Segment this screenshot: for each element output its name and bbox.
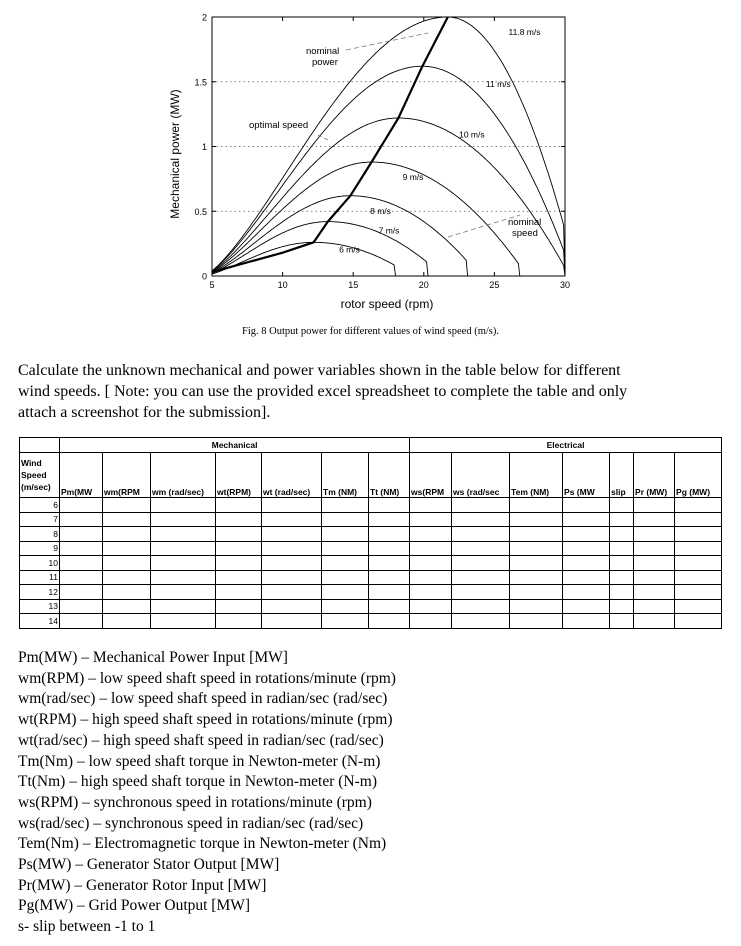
table-group-header-row (20, 438, 722, 453)
empty-value-cell[interactable] (675, 527, 722, 542)
empty-value-cell[interactable] (216, 512, 262, 527)
empty-value-cell[interactable] (369, 512, 410, 527)
empty-value-cell[interactable] (216, 527, 262, 542)
y-tick-label: 1.5 (194, 77, 207, 88)
wind-speed-header (20, 453, 60, 498)
definition-line: Tem(Nm) – Electromagnetic torque in Newton-meter (Nm) (18, 835, 387, 853)
empty-value-cell[interactable] (369, 498, 410, 513)
calculation-table (19, 437, 722, 629)
empty-value-cell[interactable] (452, 541, 510, 556)
empty-value-cell[interactable] (103, 498, 151, 513)
empty-value-cell[interactable] (510, 570, 563, 585)
empty-value-cell[interactable] (322, 527, 369, 542)
empty-value-cell[interactable] (410, 512, 452, 527)
empty-value-cell[interactable] (634, 527, 675, 542)
nominal-power-label-1 (306, 46, 339, 68)
empty-value-cell[interactable] (675, 556, 722, 571)
table-body (20, 498, 722, 629)
nominal-power-leader (346, 33, 428, 50)
empty-value-cell[interactable] (563, 512, 610, 527)
table-row (20, 498, 722, 513)
empty-value-cell[interactable] (510, 541, 563, 556)
empty-value-cell[interactable] (634, 599, 675, 614)
nominal-speed-label (508, 217, 541, 239)
empty-value-cell[interactable] (410, 585, 452, 600)
instructions-text (18, 360, 730, 423)
empty-value-cell[interactable] (452, 512, 510, 527)
series-label: 11.8 m/s (508, 27, 541, 38)
empty-value-cell[interactable] (151, 556, 216, 571)
definition-line: ws(rad/sec) – synchronous speed in radian/sec (rad/sec) (18, 814, 364, 832)
wind-speed-cell: 11 (20, 570, 60, 585)
empty-value-cell[interactable] (563, 498, 610, 513)
column-header: Tem (NM) (510, 453, 563, 498)
instructions-line-1: Calculate the unknown mechanical and power variables shown in the table below for different (18, 362, 621, 379)
empty-value-cell[interactable] (563, 541, 610, 556)
empty-value-cell[interactable] (369, 585, 410, 600)
empty-value-cell[interactable] (262, 527, 322, 542)
empty-value-cell[interactable] (675, 498, 722, 513)
corner-cell (20, 438, 60, 453)
empty-value-cell[interactable] (634, 556, 675, 571)
empty-value-cell[interactable] (60, 541, 103, 556)
empty-value-cell[interactable] (262, 599, 322, 614)
column-header: Pm(MW (60, 453, 103, 498)
empty-value-cell[interactable] (322, 512, 369, 527)
chart-axes (194, 13, 570, 291)
empty-value-cell[interactable] (510, 512, 563, 527)
empty-value-cell[interactable] (452, 614, 510, 629)
empty-value-cell[interactable] (103, 556, 151, 571)
empty-value-cell[interactable] (216, 541, 262, 556)
empty-value-cell[interactable] (452, 498, 510, 513)
empty-value-cell[interactable] (634, 541, 675, 556)
series-label: 11 m/s (485, 78, 511, 89)
series-label: 10 m/s (459, 129, 485, 140)
empty-value-cell[interactable] (452, 556, 510, 571)
empty-value-cell[interactable] (262, 498, 322, 513)
wind-speed-cell: 7 (20, 512, 60, 527)
empty-value-cell[interactable] (675, 570, 722, 585)
empty-value-cell[interactable] (262, 541, 322, 556)
empty-value-cell[interactable] (410, 498, 452, 513)
empty-value-cell[interactable] (510, 614, 563, 629)
empty-value-cell[interactable] (675, 599, 722, 614)
empty-value-cell[interactable] (510, 527, 563, 542)
empty-value-cell[interactable] (103, 527, 151, 542)
wind-speed-cell: 9 (20, 541, 60, 556)
wind-speed-header-line-3: (m/sec) (21, 482, 51, 492)
empty-value-cell[interactable] (262, 512, 322, 527)
empty-value-cell[interactable] (610, 527, 634, 542)
wind-speed-cell: 13 (20, 599, 60, 614)
empty-value-cell[interactable] (634, 498, 675, 513)
optimal-speed-leader (318, 135, 330, 141)
mechanical-group-header: Mechanical (60, 438, 410, 453)
empty-value-cell[interactable] (262, 585, 322, 600)
y-tick-label: 2 (201, 12, 207, 23)
empty-value-cell[interactable] (322, 570, 369, 585)
definition-line: wt(RPM) – high speed shaft speed in rotations/minute (rpm) (18, 711, 393, 729)
empty-value-cell[interactable] (216, 498, 262, 513)
definition-line: Ps(MW) – Generator Stator Output [MW] (18, 856, 280, 874)
y-tick-label: 1 (201, 142, 207, 152)
y-axis-title: Mechanical power (MW) (168, 89, 182, 219)
empty-value-cell[interactable] (216, 570, 262, 585)
empty-value-cell[interactable] (262, 556, 322, 571)
empty-value-cell[interactable] (151, 527, 216, 542)
power-curve-11-m-s (212, 66, 565, 276)
empty-value-cell[interactable] (410, 541, 452, 556)
empty-value-cell[interactable] (60, 498, 103, 513)
instructions-line-3: attach a screenshot for the submission]. (18, 404, 271, 421)
wind-speed-cell: 12 (20, 585, 60, 600)
table-row (20, 556, 722, 571)
empty-value-cell[interactable] (610, 570, 634, 585)
empty-value-cell[interactable] (322, 599, 369, 614)
wind-speed-cell: 14 (20, 614, 60, 629)
empty-value-cell[interactable] (452, 585, 510, 600)
empty-value-cell[interactable] (216, 556, 262, 571)
column-header: ws (rad/sec (452, 453, 510, 498)
column-header: wt (rad/sec) (262, 453, 322, 498)
empty-value-cell[interactable] (510, 599, 563, 614)
empty-value-cell[interactable] (510, 585, 563, 600)
wind-speed-header-line-2: Speed (21, 470, 47, 480)
electrical-group-header: Electrical (410, 438, 722, 453)
empty-value-cell[interactable] (60, 527, 103, 542)
series-label: 9 m/s (402, 172, 424, 183)
nominal-power-word: nominal (306, 46, 340, 57)
empty-value-cell[interactable] (634, 512, 675, 527)
chart-grid (212, 17, 565, 211)
x-axis-title: rotor speed (rpm) (340, 297, 434, 311)
definition-line: Pm(MW) – Mechanical Power Input [MW] (18, 649, 288, 666)
empty-value-cell[interactable] (60, 585, 103, 600)
x-tick-label: 30 (559, 280, 571, 290)
definition-line: Pr(MW) – Generator Rotor Input [MW] (18, 876, 267, 894)
empty-value-cell[interactable] (322, 541, 369, 556)
chart-annotations (249, 33, 541, 239)
definition-line: Pg(MW) – Grid Power Output [MW] (18, 897, 251, 915)
empty-value-cell[interactable] (60, 512, 103, 527)
empty-value-cell[interactable] (216, 599, 262, 614)
empty-value-cell[interactable] (369, 614, 410, 629)
empty-value-cell[interactable] (369, 556, 410, 571)
empty-value-cell[interactable] (610, 614, 634, 629)
table-row (20, 541, 722, 556)
empty-value-cell[interactable] (510, 556, 563, 571)
empty-value-cell[interactable] (103, 541, 151, 556)
definition-line: wm(RPM) – low speed shaft speed in rotations/minute (rpm) (18, 669, 396, 687)
empty-value-cell[interactable] (60, 556, 103, 571)
wind-speed-cell: 8 (20, 527, 60, 542)
empty-value-cell[interactable] (610, 512, 634, 527)
y-tick-label: 0 (201, 271, 207, 282)
column-header: Pr (MW) (634, 453, 675, 498)
empty-value-cell[interactable] (103, 512, 151, 527)
table-row (20, 614, 722, 629)
empty-value-cell[interactable] (322, 585, 369, 600)
empty-value-cell[interactable] (322, 556, 369, 571)
empty-value-cell[interactable] (151, 614, 216, 629)
empty-value-cell[interactable] (452, 570, 510, 585)
table-column-header-row (20, 453, 722, 498)
definition-line: wm(rad/sec) – low speed shaft speed in radian/sec (rad/sec) (18, 690, 388, 708)
column-header: Tt (NM) (369, 453, 410, 498)
empty-value-cell[interactable] (634, 614, 675, 629)
empty-value-cell[interactable] (151, 541, 216, 556)
empty-value-cell[interactable] (262, 570, 322, 585)
empty-value-cell[interactable] (322, 614, 369, 629)
column-header: wt(RPM) (216, 453, 262, 498)
definition-line: Tm(Nm) – low speed shaft torque in Newton-meter (N-m) (18, 752, 381, 770)
empty-value-cell[interactable] (103, 585, 151, 600)
empty-value-cell[interactable] (410, 570, 452, 585)
table-row (20, 585, 722, 600)
empty-value-cell[interactable] (410, 556, 452, 571)
empty-value-cell[interactable] (216, 585, 262, 600)
empty-value-cell[interactable] (610, 541, 634, 556)
empty-value-cell[interactable] (563, 599, 610, 614)
series-label: 6 m/s (339, 244, 360, 255)
definition-line: s- slip between -1 to 1 (18, 918, 156, 936)
empty-value-cell[interactable] (60, 570, 103, 585)
x-tick-label: 20 (418, 280, 429, 290)
column-header: wm (rad/sec) (151, 453, 216, 498)
empty-value-cell[interactable] (151, 512, 216, 527)
table-row (20, 512, 722, 527)
empty-value-cell[interactable] (322, 498, 369, 513)
empty-value-cell[interactable] (634, 570, 675, 585)
empty-value-cell[interactable] (151, 599, 216, 614)
column-header: Tm (NM) (322, 453, 369, 498)
empty-value-cell[interactable] (60, 599, 103, 614)
empty-value-cell[interactable] (151, 585, 216, 600)
empty-value-cell[interactable] (369, 527, 410, 542)
power-chart-svg (0, 0, 741, 320)
empty-value-cell[interactable] (369, 570, 410, 585)
column-header: slip (610, 453, 634, 498)
empty-value-cell[interactable] (410, 527, 452, 542)
empty-value-cell[interactable] (452, 599, 510, 614)
definition-line: Tt(Nm) – high speed shaft torque in Newton-meter (N-m) (18, 773, 377, 791)
nominal-speed-word: nominal (508, 217, 542, 228)
column-header: Pg (MW) (675, 453, 722, 498)
optimal-speed-label: optimal speed (249, 120, 309, 131)
x-tick-label: 15 (348, 280, 359, 290)
wind-speed-cell: 6 (20, 498, 60, 513)
empty-value-cell[interactable] (563, 614, 610, 629)
empty-value-cell[interactable] (563, 585, 610, 600)
empty-value-cell[interactable] (675, 585, 722, 600)
nominal-speed-word: speed (512, 228, 538, 239)
definition-line: ws(RPM) – synchronous speed in rotations/minute (rpm) (18, 793, 372, 811)
empty-value-cell[interactable] (510, 498, 563, 513)
empty-value-cell[interactable] (103, 614, 151, 629)
empty-value-cell[interactable] (610, 585, 634, 600)
empty-value-cell[interactable] (103, 599, 151, 614)
empty-value-cell[interactable] (563, 556, 610, 571)
series-label: 8 m/s (370, 205, 391, 216)
empty-value-cell[interactable] (151, 498, 216, 513)
empty-value-cell[interactable] (369, 541, 410, 556)
table-row (20, 527, 722, 542)
empty-value-cell[interactable] (634, 585, 675, 600)
wind-speed-header-line-1: Wind (21, 458, 42, 468)
empty-value-cell[interactable] (675, 512, 722, 527)
empty-value-cell[interactable] (410, 614, 452, 629)
x-tick-label: 10 (277, 280, 288, 290)
power-chart (0, 0, 741, 320)
empty-value-cell[interactable] (60, 614, 103, 629)
empty-value-cell[interactable] (563, 570, 610, 585)
empty-value-cell[interactable] (369, 599, 410, 614)
empty-value-cell[interactable] (610, 498, 634, 513)
empty-value-cell[interactable] (610, 599, 634, 614)
empty-value-cell[interactable] (410, 599, 452, 614)
figure-caption: Fig. 8 Output power for different values of wind speed (m/s). (241, 326, 499, 337)
empty-value-cell[interactable] (452, 527, 510, 542)
empty-value-cell[interactable] (675, 541, 722, 556)
x-tick-label: 5 (209, 280, 215, 290)
empty-value-cell[interactable] (610, 556, 634, 571)
empty-value-cell[interactable] (262, 614, 322, 629)
column-header: ws(RPM (410, 453, 452, 498)
instructions-line-2: wind speeds. [ Note: you can use the provided excel spreadsheet to complete the table and only (18, 383, 628, 400)
y-tick-label: 0.5 (194, 206, 207, 217)
table-row (20, 599, 722, 614)
empty-value-cell[interactable] (675, 614, 722, 629)
series-label: 7 m/s (378, 225, 400, 236)
definition-line: wt(rad/sec) – high speed shaft speed in radian/sec (rad/sec) (18, 731, 384, 749)
empty-value-cell[interactable] (151, 570, 216, 585)
table-row (20, 570, 722, 585)
empty-value-cell[interactable] (563, 527, 610, 542)
wind-speed-cell: 10 (20, 556, 60, 571)
empty-value-cell[interactable] (103, 570, 151, 585)
empty-value-cell[interactable] (216, 614, 262, 629)
column-header: Ps (MW (563, 453, 610, 498)
x-tick-label: 25 (489, 280, 500, 290)
nominal-power-word: power (312, 57, 338, 68)
column-header: wm(RPM (103, 453, 151, 498)
variable-definitions (18, 648, 730, 938)
